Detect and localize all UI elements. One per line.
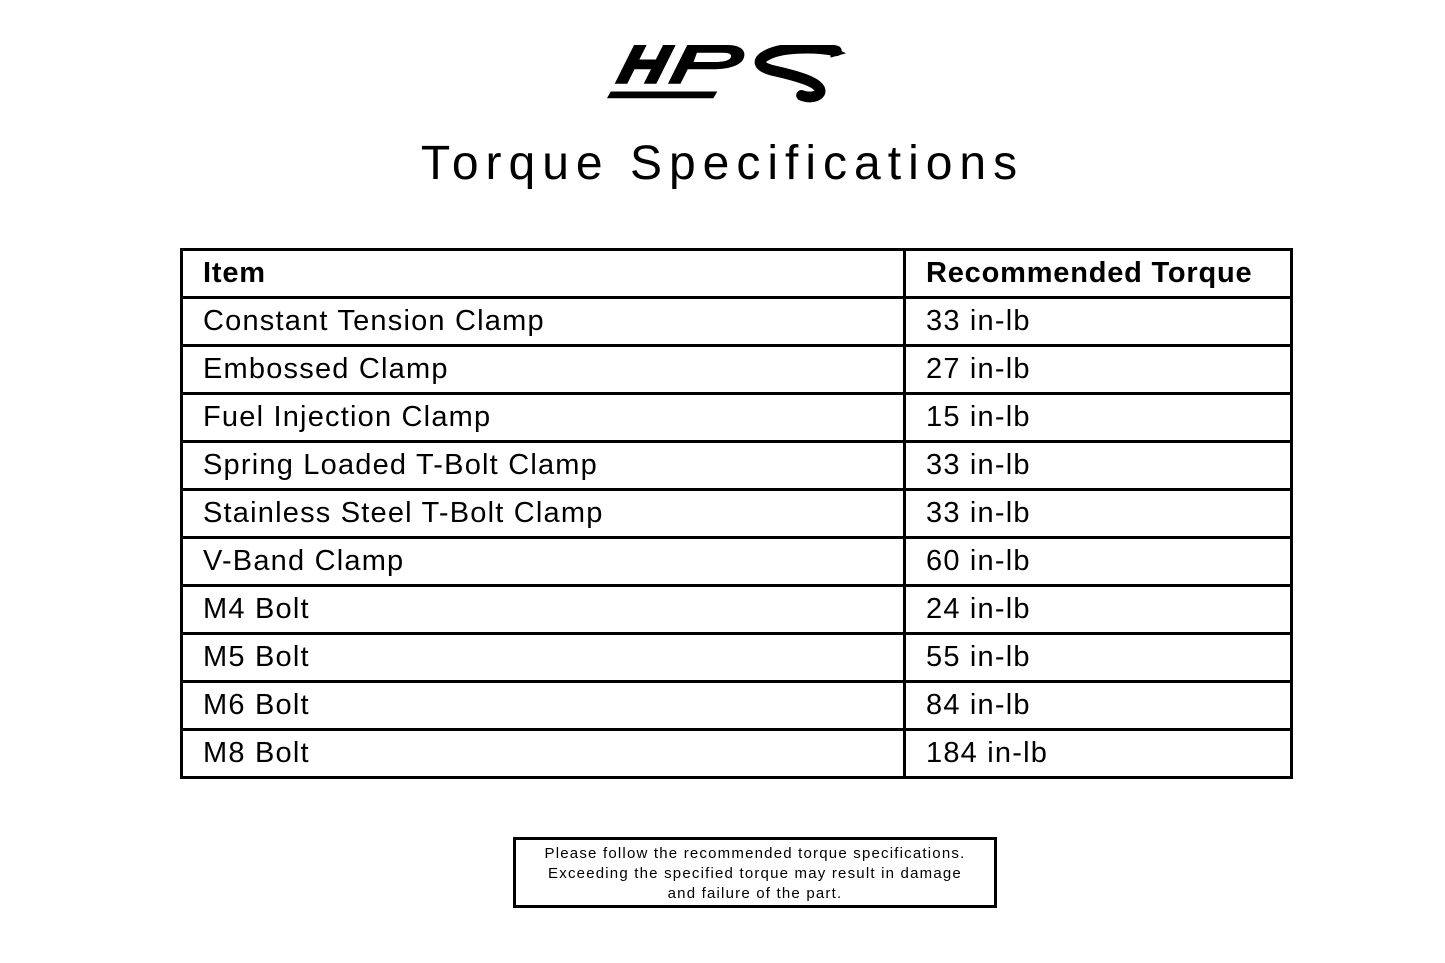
table-header-row	[182, 250, 1292, 298]
table-row	[182, 298, 1292, 346]
torque-cell: 33 in-lb	[905, 298, 1292, 346]
item-cell: M5 Bolt	[182, 634, 905, 682]
table-row	[182, 586, 1292, 634]
logo-letter-s	[760, 48, 836, 97]
item-cell: V-Band Clamp	[182, 538, 905, 586]
table-row	[182, 730, 1292, 778]
torque-warning-note	[513, 837, 997, 908]
item-cell: Stainless Steel T-Bolt Clamp	[182, 490, 905, 538]
item-cell: Constant Tension Clamp	[182, 298, 905, 346]
item-cell: Embossed Clamp	[182, 346, 905, 394]
torque-cell: 24 in-lb	[905, 586, 1292, 634]
logo-underline	[607, 91, 717, 98]
torque-cell: 60 in-lb	[905, 538, 1292, 586]
table-row	[182, 394, 1292, 442]
logo-letter-p	[668, 45, 745, 84]
torque-cell: 84 in-lb	[905, 682, 1292, 730]
hps-logo-graphic	[605, 45, 847, 107]
torque-cell: 27 in-lb	[905, 346, 1292, 394]
torque-spec-table	[180, 248, 1293, 779]
item-cell: M6 Bolt	[182, 682, 905, 730]
torque-cell: 33 in-lb	[905, 442, 1292, 490]
table-row	[182, 538, 1292, 586]
torque-cell: 15 in-lb	[905, 394, 1292, 442]
note-line: Exceeding the specified torque may result in damage	[548, 865, 962, 882]
table-row	[182, 682, 1292, 730]
table-row	[182, 634, 1292, 682]
item-cell: M8 Bolt	[182, 730, 905, 778]
note-line: and failure of the part.	[667, 885, 843, 902]
column-header-item: Item	[182, 250, 905, 298]
torque-cell: 184 in-lb	[905, 730, 1292, 778]
item-cell: M4 Bolt	[182, 586, 905, 634]
table-row	[182, 442, 1292, 490]
page-title: Torque Specifications	[420, 137, 1025, 190]
table-body	[182, 298, 1292, 778]
item-cell: Fuel Injection Clamp	[182, 394, 905, 442]
torque-cell: 55 in-lb	[905, 634, 1292, 682]
table-row	[182, 490, 1292, 538]
note-line: Please follow the recommended torque specifications.	[544, 845, 966, 862]
table-row	[182, 346, 1292, 394]
hps-logo	[605, 45, 847, 107]
torque-cell: 33 in-lb	[905, 490, 1292, 538]
item-cell: Spring Loaded T-Bolt Clamp	[182, 442, 905, 490]
column-header-torque: Recommended Torque	[905, 250, 1292, 298]
logo-letter-h	[615, 45, 676, 84]
